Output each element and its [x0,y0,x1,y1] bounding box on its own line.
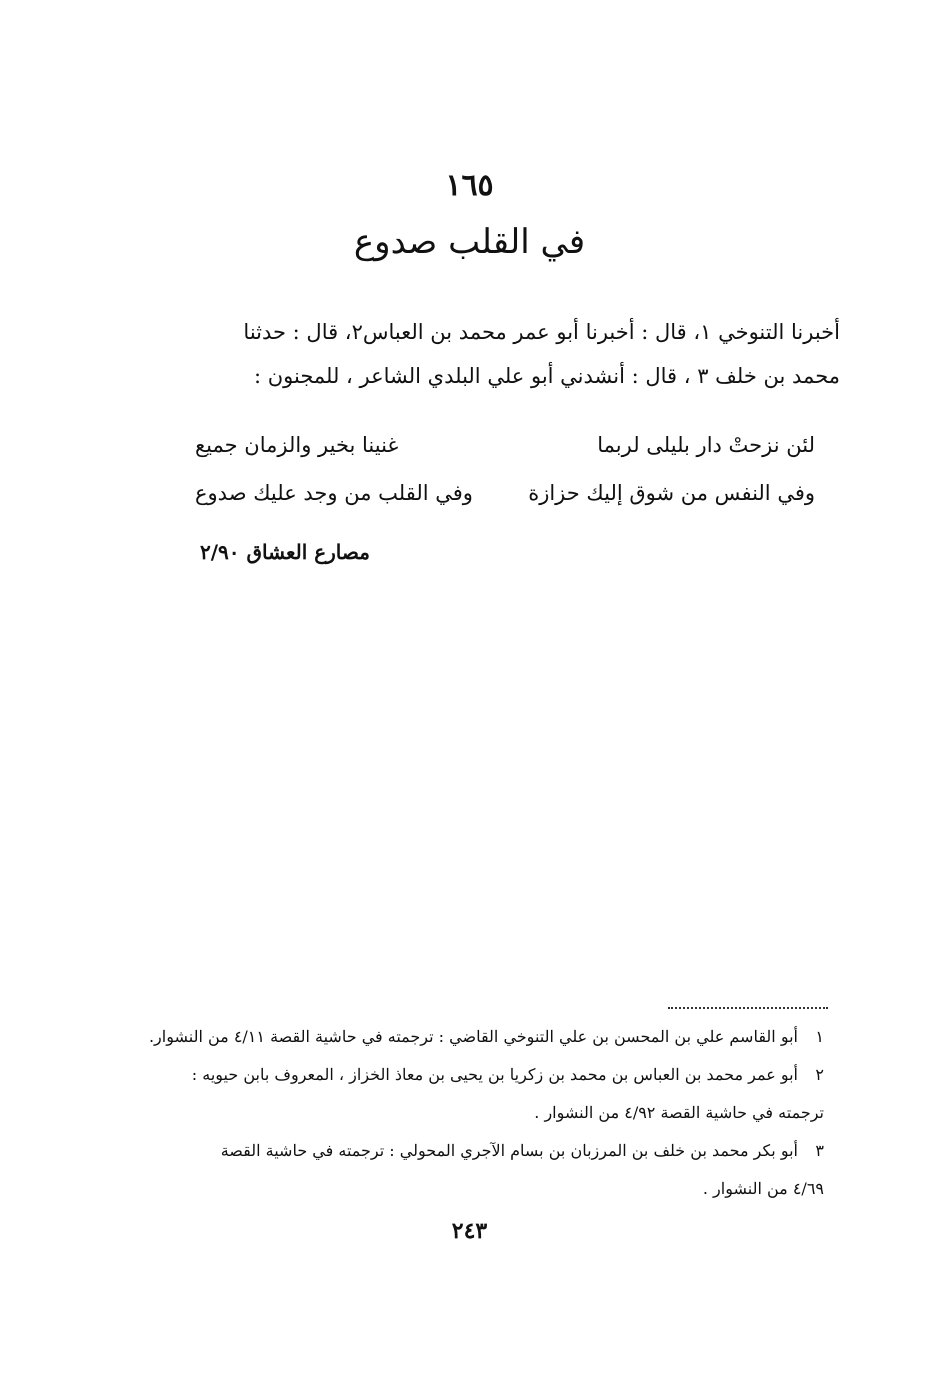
first-hemistich: لئن نزحتْ دار بليلى لربما [597,433,815,457]
page-number: ٢٤٣ [451,1218,488,1244]
poem [195,425,815,521]
story-title: في القلب صدوع [353,222,586,262]
prose-line: محمد بن خلف ٣ ، قال : أنشدني أبو علي البلدي الشاعر ، للمجنون : [253,364,840,388]
footnote-continuation: ترجمته في حاشية القصة ٤/٩٢ من النشوار . [534,1103,824,1122]
prose-line: أخبرنا التنوخي ١، قال : أخبرنا أبو عمر محمد بن العباس٢، قال : حدثنا [243,320,840,344]
first-hemistich: وفي النفس من شوق إليك حزازة [528,481,815,505]
footnote-number: ٣ [815,1141,824,1160]
footnote-text: أبو القاسم علي بن المحسن بن علي التنوخي القاضي : ترجمته في حاشية القصة ٤/١١ من النشوار. [148,1027,798,1046]
story-number: ١٦٥ [445,168,494,203]
footnote-number: ١ [815,1027,824,1046]
footnote-text: أبو بكر محمد بن خلف بن المرزبان بن بسام الآجري المحولي : ترجمته في حاشية القصة [220,1141,798,1160]
verse [195,425,815,473]
prose-paragraph [160,310,840,398]
footnote [148,1132,824,1170]
verse [195,473,815,521]
second-hemistich: وفي القلب من وجد عليك صدوع [195,481,473,505]
source-citation: مصارع العشاق ٢/٩٠ [200,540,370,564]
footnote-separator [668,1007,828,1009]
footnotes [148,1018,824,1208]
footnote [148,1018,824,1056]
footnote-text: أبو عمر محمد بن العباس بن محمد بن زكريا بن يحيى بن معاذ الخزاز ، المعروف بابن حيويه : [191,1065,798,1084]
footnote-continuation: ٤/٦٩ من النشوار . [702,1179,824,1198]
footnote-number: ٢ [815,1065,824,1084]
footnote [148,1056,824,1094]
second-hemistich: غنينا بخير والزمان جميع [195,433,399,457]
